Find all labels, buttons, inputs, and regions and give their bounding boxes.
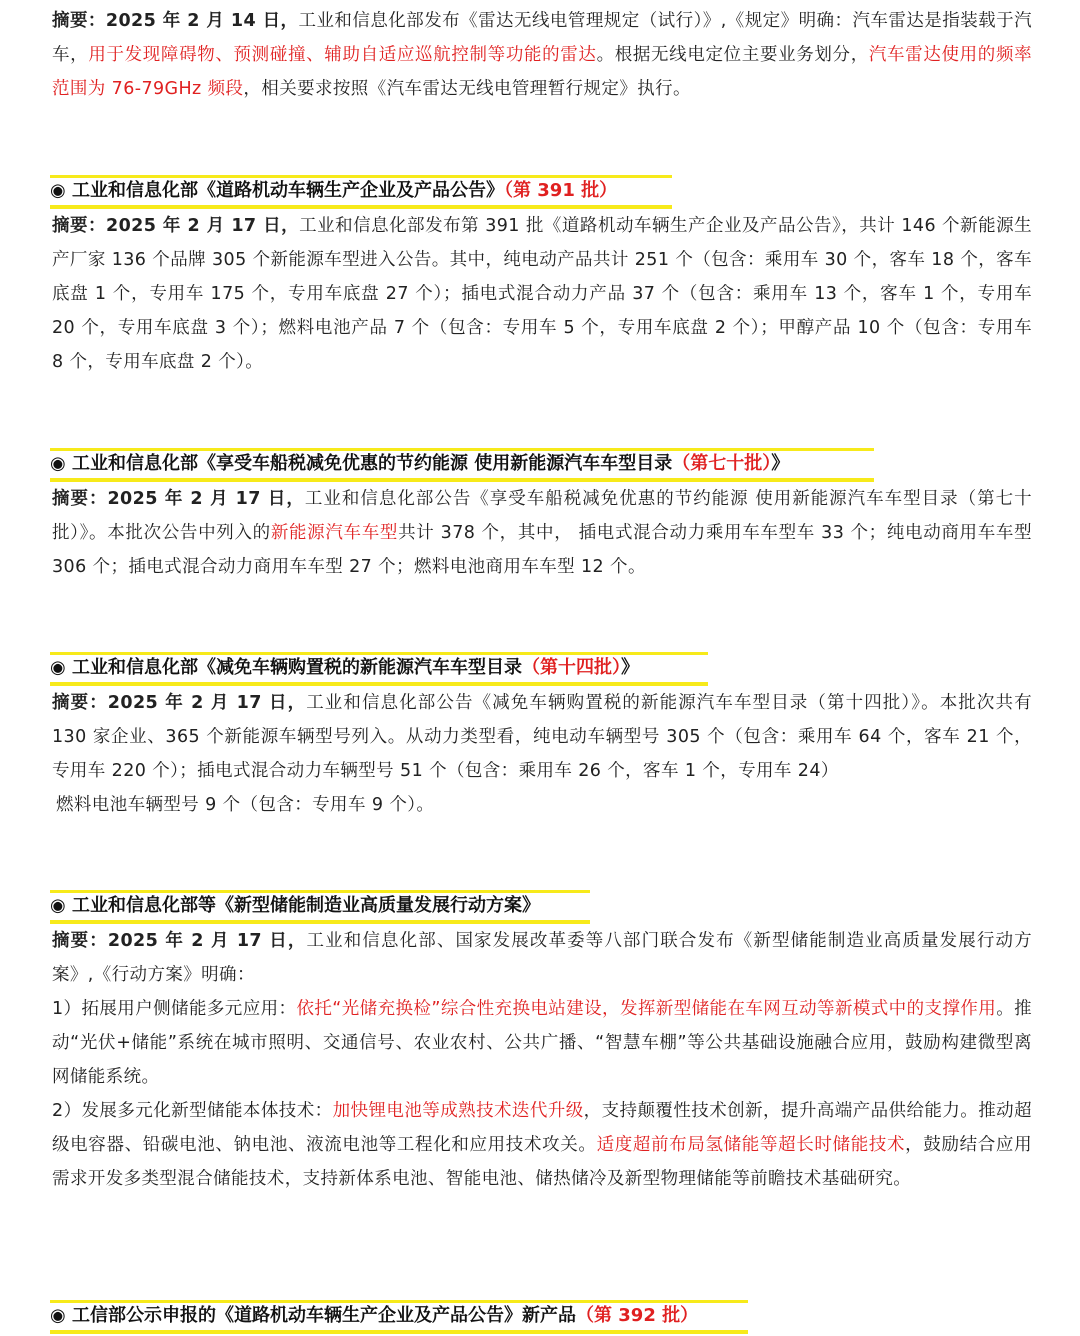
section-body-391 [52, 209, 1032, 379]
section-heading-391 [50, 175, 672, 209]
paragraph [52, 1094, 1032, 1196]
section-body-vessel-tax [52, 482, 1032, 584]
body-text: 工业和信息化部发布《雷达无线电管理规定（试行）》,《规定》明确：汽车雷达是指装载于汽车， [52, 11, 1032, 65]
paragraph [52, 788, 1032, 822]
bullet-icon: ◉ [50, 453, 66, 474]
heading-batch: （第 391 批） [504, 180, 618, 201]
body-text: 工业和信息化部、国家发展改革委等八部门联合发布《新型储能制造业高质量发展行动方案》,《行动方案》明确： [52, 931, 1032, 985]
body-text: 。推动“光伏+储能”系统在城市照明、交通信号、农业农村、公共广播、“智慧车棚”等公共基础设施融合应用，鼓励构建微型离网储能系统。 [52, 999, 1033, 1087]
bullet-icon: ◉ [50, 657, 66, 678]
item-label: 2）发展多元化新型储能本体技术： [52, 1101, 333, 1121]
heading-text: 工业和信息化部《享受车船税减免优惠的节约能源 使用新能源汽车车型目录 [72, 453, 673, 474]
heading-end: 》 [771, 453, 790, 474]
paragraph [52, 209, 1032, 379]
paragraph [52, 4, 1032, 106]
date-label: 摘要：2025 年 2 月 14 日， [52, 11, 299, 31]
body-text: 共计 378 个，其中， 插电式混合动力乘用车车型车 33 个；纯电动商用车车型 306 个；插电式混合动力商用车车型 27 个；燃料电池商用车车型 12 个。 [52, 523, 1032, 577]
highlight-text: 汽车雷达使用的频率范围为 76-79GHz 频段 [52, 45, 1032, 99]
paragraph [52, 924, 1032, 992]
heading-batch: （第 392 批） [576, 1305, 699, 1326]
highlight-text: 依托“光储充换检”综合性充换电站建设，发挥新型储能在车网互动等新模式中的支撑作用 [296, 999, 997, 1019]
section-heading-energy-storage [50, 890, 590, 924]
body-text: ，相关要求按照《汽车雷达无线电管理暂行规定》执行。 [243, 79, 691, 99]
bullet-icon: ◉ [50, 1305, 66, 1326]
heading-text: 工业和信息化部等《新型储能制造业高质量发展行动方案》 [72, 895, 540, 916]
heading-batch: （第十四批） [522, 657, 621, 678]
highlight-text: 适度超前布局氢储能等超长时储能技术 [596, 1135, 906, 1155]
highlight-text: 用于发现障碍物、预测碰撞、辅助自适应巡航控制等功能的雷达 [88, 45, 597, 65]
body-text: 。根据无线电定位主要业务划分， [596, 45, 869, 65]
heading-text: 工业和信息化部《道路机动车辆生产企业及产品公告》 [72, 180, 504, 201]
heading-text: 工业和信息化部《减免车辆购置税的新能源汽车车型目录 [72, 657, 522, 678]
date-label: 摘要：2025 年 2 月 17 日， [52, 931, 307, 951]
section-body-energy-storage [52, 924, 1032, 1196]
section-heading-purchase-tax [50, 652, 708, 686]
bullet-icon: ◉ [50, 180, 66, 201]
section-heading-392 [50, 1300, 748, 1334]
date-label: 摘要：2025 年 2 月 17 日， [52, 693, 307, 713]
body-text: 工业和信息化部公告《享受车船税减免优惠的节约能源 使用新能源汽车车型目录（第七十批）》。本批次公告中列入的 [52, 489, 1032, 543]
body-text: ，支持颠覆性技术创新，提升高端产品供给能力。推动超级电容器、铅碳电池、钠电池、液流电池等工程化和应用技术攻关。 [52, 1101, 1032, 1155]
heading-end: 》 [621, 657, 639, 678]
body-text: 工业和信息化部发布第 391 批《道路机动车辆生产企业及产品公告》，共计 146 个新能源生产厂家 136 个品牌 305 个新能源车型进入公告。其中，纯电动产品共计 251 个（包含：乘用车 30 个，客车 18 个，客车底盘 1 个，专用车 175 个，专用车底盘 27 个）；插电式混合动力产品 37 个（包含：乘用车 13 个，客车 1 个，专用车 20 个，专用车底盘 3 个）；燃料电池产品 7 个（包含：专用车 5 个，专用车底盘 2 个）；甲醇产品 10 个（包含：专用车 8 个，专用车底盘 2 个）。 [52, 216, 1032, 372]
highlight-text: 新能源汽车车型 [270, 523, 399, 543]
paragraph [52, 686, 1032, 788]
heading-batch: （第七十批） [672, 453, 772, 474]
paragraph [52, 482, 1032, 584]
heading-text: 工信部公示申报的《道路机动车辆生产企业及产品公告》新产品 [72, 1305, 576, 1326]
section-body-purchase-tax [52, 686, 1032, 822]
body-text: ，鼓励结合应用需求开发多类型混合储能技术，支持新体系电池、智能电池、储热储冷及新型物理储能等前瞻技术基础研究。 [52, 1135, 1032, 1189]
body-text: 工业和信息化部公告《减免车辆购置税的新能源汽车车型目录（第十四批）》。本批次共有 130 家企业、365 个新能源车辆型号列入。从动力类型看，纯电动车辆型号 305 个（包含：乘用车 64 个，客车 21 个，专用车 220 个）；插电式混合动力车辆型号 51 个（包含：乘用车 26 个，客车 1 个，专用车 24） [52, 693, 1032, 781]
highlight-text: 加快锂电池等成熟技术迭代升级 [332, 1101, 584, 1121]
date-label: 摘要：2025 年 2 月 17 日， [52, 489, 305, 509]
bullet-icon: ◉ [50, 895, 66, 916]
date-label: 摘要：2025 年 2 月 17 日， [52, 216, 300, 236]
body-text: 燃料电池车辆型号 9 个（包含：专用车 9 个）。 [56, 795, 435, 815]
item-label: 1）拓展用户侧储能多元应用： [52, 999, 297, 1019]
section-radar [52, 4, 1032, 106]
paragraph [52, 992, 1032, 1094]
section-heading-vessel-tax [50, 448, 874, 482]
